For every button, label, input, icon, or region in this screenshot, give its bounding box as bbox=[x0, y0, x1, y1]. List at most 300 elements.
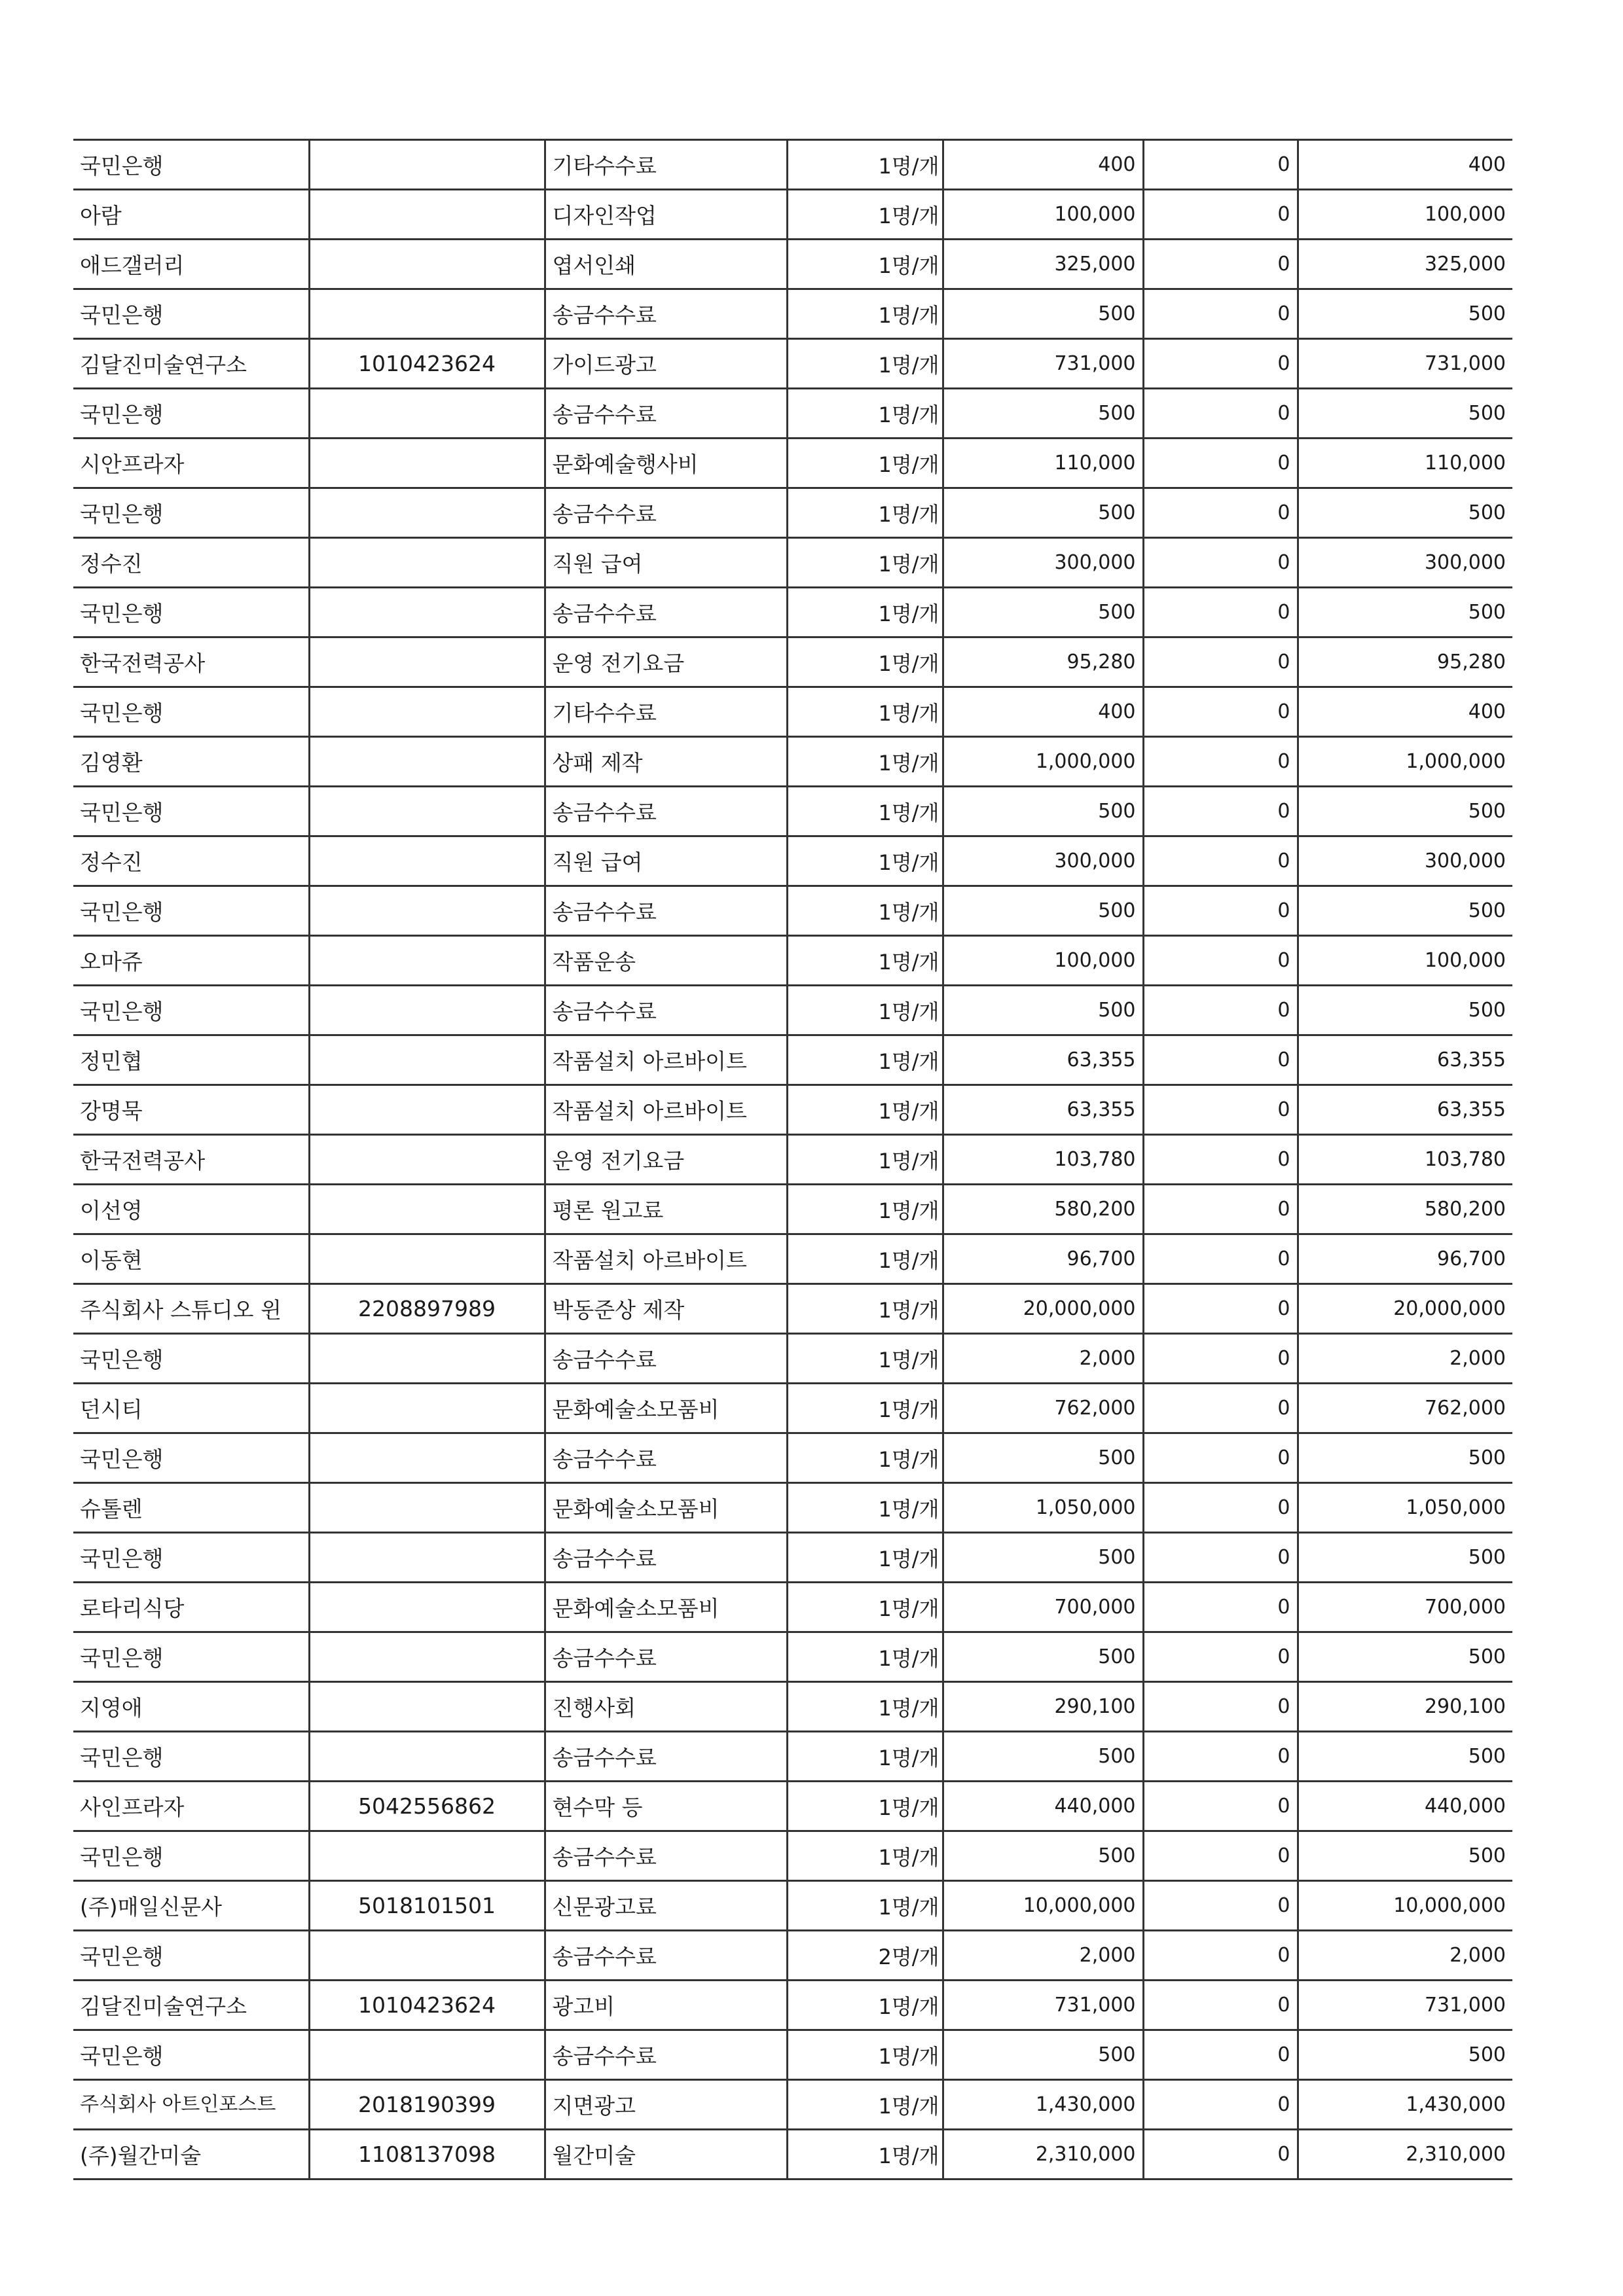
total-cell: 10,000,000 bbox=[1298, 1881, 1512, 1931]
vat-cell: 0 bbox=[1143, 1483, 1298, 1533]
item-cell: 문화예술소모품비 bbox=[545, 1384, 787, 1433]
vat-cell: 0 bbox=[1143, 1185, 1298, 1234]
quantity-cell: 1명/개 bbox=[787, 637, 943, 687]
table-row bbox=[73, 2030, 1512, 2080]
item-cell: 송금수수료 bbox=[545, 886, 787, 936]
item-cell: 직원 급여 bbox=[545, 538, 787, 588]
item-cell: 광고비 bbox=[545, 1981, 787, 2030]
vat-cell: 0 bbox=[1143, 1782, 1298, 1831]
quantity-cell: 1명/개 bbox=[787, 140, 943, 190]
total-cell: 762,000 bbox=[1298, 1384, 1512, 1433]
business-number-cell: 5018101501 bbox=[309, 1881, 545, 1931]
vat-cell: 0 bbox=[1143, 1135, 1298, 1185]
vat-cell: 0 bbox=[1143, 1085, 1298, 1135]
quantity-cell: 1명/개 bbox=[787, 439, 943, 488]
item-cell: 송금수수료 bbox=[545, 1334, 787, 1384]
total-cell: 96,700 bbox=[1298, 1234, 1512, 1284]
business-number-cell bbox=[309, 1035, 545, 1085]
item-cell: 지면광고 bbox=[545, 2080, 787, 2130]
vendor-cell: 국민은행 bbox=[73, 140, 309, 190]
quantity-cell: 1명/개 bbox=[787, 339, 943, 389]
table-row bbox=[73, 339, 1512, 389]
business-number-cell: 1010423624 bbox=[309, 339, 545, 389]
amount-cell: 500 bbox=[943, 389, 1143, 439]
total-cell: 103,780 bbox=[1298, 1135, 1512, 1185]
amount-cell: 1,430,000 bbox=[943, 2080, 1143, 2130]
item-cell: 작품설치 아르바이트 bbox=[545, 1234, 787, 1284]
amount-cell: 731,000 bbox=[943, 339, 1143, 389]
amount-cell: 500 bbox=[943, 886, 1143, 936]
table-row bbox=[73, 836, 1512, 886]
table-row bbox=[73, 2080, 1512, 2130]
quantity-cell: 1명/개 bbox=[787, 1632, 943, 1682]
amount-cell: 700,000 bbox=[943, 1583, 1143, 1632]
quantity-cell: 1명/개 bbox=[787, 1483, 943, 1533]
business-number-cell bbox=[309, 936, 545, 986]
amount-cell: 63,355 bbox=[943, 1035, 1143, 1085]
vendor-cell: 던시티 bbox=[73, 1384, 309, 1433]
quantity-cell: 1명/개 bbox=[787, 588, 943, 637]
total-cell: 1,050,000 bbox=[1298, 1483, 1512, 1533]
quantity-cell: 1명/개 bbox=[787, 1831, 943, 1881]
vendor-cell: 국민은행 bbox=[73, 389, 309, 439]
total-cell: 500 bbox=[1298, 289, 1512, 339]
total-cell: 500 bbox=[1298, 1433, 1512, 1483]
vendor-cell: 정수진 bbox=[73, 538, 309, 588]
quantity-cell: 1명/개 bbox=[787, 240, 943, 289]
business-number-cell bbox=[309, 886, 545, 936]
vat-cell: 0 bbox=[1143, 488, 1298, 538]
table-row bbox=[73, 886, 1512, 936]
item-cell: 상패 제작 bbox=[545, 737, 787, 787]
total-cell: 500 bbox=[1298, 488, 1512, 538]
amount-cell: 2,000 bbox=[943, 1931, 1143, 1981]
vat-cell: 0 bbox=[1143, 1831, 1298, 1881]
quantity-cell: 1명/개 bbox=[787, 886, 943, 936]
item-cell: 송금수수료 bbox=[545, 588, 787, 637]
total-cell: 580,200 bbox=[1298, 1185, 1512, 1234]
business-number-cell bbox=[309, 1583, 545, 1632]
quantity-cell: 1명/개 bbox=[787, 2030, 943, 2080]
vat-cell: 0 bbox=[1143, 1284, 1298, 1334]
table-row bbox=[73, 1981, 1512, 2030]
total-cell: 400 bbox=[1298, 687, 1512, 737]
vendor-cell: 사인프라자 bbox=[73, 1782, 309, 1831]
item-cell: 송금수수료 bbox=[545, 1831, 787, 1881]
business-number-cell bbox=[309, 2030, 545, 2080]
item-cell: 문화예술소모품비 bbox=[545, 1483, 787, 1533]
expense-table bbox=[73, 139, 1512, 2180]
vat-cell: 0 bbox=[1143, 986, 1298, 1035]
item-cell: 문화예술소모품비 bbox=[545, 1583, 787, 1632]
quantity-cell: 1명/개 bbox=[787, 936, 943, 986]
quantity-cell: 1명/개 bbox=[787, 1881, 943, 1931]
vendor-cell: 국민은행 bbox=[73, 289, 309, 339]
table-row bbox=[73, 1185, 1512, 1234]
amount-cell: 2,000 bbox=[943, 1334, 1143, 1384]
amount-cell: 100,000 bbox=[943, 190, 1143, 240]
total-cell: 63,355 bbox=[1298, 1085, 1512, 1135]
vat-cell: 0 bbox=[1143, 886, 1298, 936]
amount-cell: 300,000 bbox=[943, 538, 1143, 588]
vendor-cell: 국민은행 bbox=[73, 1334, 309, 1384]
business-number-cell: 2208897989 bbox=[309, 1284, 545, 1334]
quantity-cell: 1명/개 bbox=[787, 1185, 943, 1234]
total-cell: 110,000 bbox=[1298, 439, 1512, 488]
quantity-cell: 1명/개 bbox=[787, 687, 943, 737]
amount-cell: 300,000 bbox=[943, 836, 1143, 886]
business-number-cell bbox=[309, 140, 545, 190]
amount-cell: 500 bbox=[943, 1831, 1143, 1881]
business-number-cell bbox=[309, 1831, 545, 1881]
quantity-cell: 1명/개 bbox=[787, 1533, 943, 1583]
item-cell: 송금수수료 bbox=[545, 289, 787, 339]
item-cell: 송금수수료 bbox=[545, 787, 787, 836]
vat-cell: 0 bbox=[1143, 588, 1298, 637]
quantity-cell: 1명/개 bbox=[787, 190, 943, 240]
vendor-cell: (주)매일신문사 bbox=[73, 1881, 309, 1931]
vat-cell: 0 bbox=[1143, 1981, 1298, 2030]
quantity-cell: 1명/개 bbox=[787, 1732, 943, 1782]
total-cell: 2,310,000 bbox=[1298, 2130, 1512, 2179]
vendor-cell: 국민은행 bbox=[73, 1533, 309, 1583]
vendor-cell: 국민은행 bbox=[73, 488, 309, 538]
amount-cell: 400 bbox=[943, 687, 1143, 737]
vat-cell: 0 bbox=[1143, 1334, 1298, 1384]
amount-cell: 500 bbox=[943, 1732, 1143, 1782]
quantity-cell: 1명/개 bbox=[787, 1433, 943, 1483]
item-cell: 송금수수료 bbox=[545, 986, 787, 1035]
amount-cell: 500 bbox=[943, 1533, 1143, 1583]
quantity-cell: 1명/개 bbox=[787, 1583, 943, 1632]
table-row bbox=[73, 1334, 1512, 1384]
quantity-cell: 1명/개 bbox=[787, 538, 943, 588]
table-row bbox=[73, 1135, 1512, 1185]
item-cell: 작품설치 아르바이트 bbox=[545, 1085, 787, 1135]
vat-cell: 0 bbox=[1143, 1234, 1298, 1284]
business-number-cell bbox=[309, 488, 545, 538]
quantity-cell: 1명/개 bbox=[787, 1085, 943, 1135]
vendor-cell: 국민은행 bbox=[73, 1831, 309, 1881]
total-cell: 300,000 bbox=[1298, 836, 1512, 886]
table-row bbox=[73, 2130, 1512, 2179]
total-cell: 500 bbox=[1298, 787, 1512, 836]
business-number-cell bbox=[309, 240, 545, 289]
total-cell: 20,000,000 bbox=[1298, 1284, 1512, 1334]
amount-cell: 110,000 bbox=[943, 439, 1143, 488]
table-row bbox=[73, 240, 1512, 289]
table-row bbox=[73, 787, 1512, 836]
quantity-cell: 1명/개 bbox=[787, 1334, 943, 1384]
business-number-cell bbox=[309, 1135, 545, 1185]
item-cell: 박동준상 제작 bbox=[545, 1284, 787, 1334]
total-cell: 100,000 bbox=[1298, 936, 1512, 986]
vendor-cell: 국민은행 bbox=[73, 687, 309, 737]
table-row bbox=[73, 637, 1512, 687]
vat-cell: 0 bbox=[1143, 439, 1298, 488]
business-number-cell bbox=[309, 637, 545, 687]
business-number-cell bbox=[309, 787, 545, 836]
table-row bbox=[73, 1831, 1512, 1881]
amount-cell: 10,000,000 bbox=[943, 1881, 1143, 1931]
item-cell: 작품설치 아르바이트 bbox=[545, 1035, 787, 1085]
quantity-cell: 1명/개 bbox=[787, 986, 943, 1035]
vat-cell: 0 bbox=[1143, 289, 1298, 339]
quantity-cell: 1명/개 bbox=[787, 787, 943, 836]
vat-cell: 0 bbox=[1143, 687, 1298, 737]
business-number-cell bbox=[309, 538, 545, 588]
item-cell: 송금수수료 bbox=[545, 1732, 787, 1782]
vat-cell: 0 bbox=[1143, 1632, 1298, 1682]
vendor-cell: 애드갤러리 bbox=[73, 240, 309, 289]
quantity-cell: 1명/개 bbox=[787, 1384, 943, 1433]
table-row bbox=[73, 936, 1512, 986]
quantity-cell: 1명/개 bbox=[787, 1782, 943, 1831]
table-row bbox=[73, 1632, 1512, 1682]
business-number-cell: 1108137098 bbox=[309, 2130, 545, 2179]
quantity-cell: 1명/개 bbox=[787, 2130, 943, 2179]
amount-cell: 325,000 bbox=[943, 240, 1143, 289]
quantity-cell: 1명/개 bbox=[787, 1682, 943, 1732]
quantity-cell: 1명/개 bbox=[787, 289, 943, 339]
vat-cell: 0 bbox=[1143, 637, 1298, 687]
vendor-cell: 슈톨렌 bbox=[73, 1483, 309, 1533]
business-number-cell: 2018190399 bbox=[309, 2080, 545, 2130]
item-cell: 송금수수료 bbox=[545, 389, 787, 439]
quantity-cell: 1명/개 bbox=[787, 737, 943, 787]
amount-cell: 400 bbox=[943, 140, 1143, 190]
vat-cell: 0 bbox=[1143, 787, 1298, 836]
amount-cell: 103,780 bbox=[943, 1135, 1143, 1185]
business-number-cell bbox=[309, 1931, 545, 1981]
total-cell: 500 bbox=[1298, 1732, 1512, 1782]
business-number-cell: 5042556862 bbox=[309, 1782, 545, 1831]
amount-cell: 500 bbox=[943, 1632, 1143, 1682]
item-cell: 직원 급여 bbox=[545, 836, 787, 886]
table-row bbox=[73, 488, 1512, 538]
total-cell: 440,000 bbox=[1298, 1782, 1512, 1831]
business-number-cell bbox=[309, 1682, 545, 1732]
item-cell: 송금수수료 bbox=[545, 488, 787, 538]
table-row bbox=[73, 140, 1512, 190]
item-cell: 작품운송 bbox=[545, 936, 787, 986]
amount-cell: 1,050,000 bbox=[943, 1483, 1143, 1533]
vat-cell: 0 bbox=[1143, 190, 1298, 240]
amount-cell: 63,355 bbox=[943, 1085, 1143, 1135]
vendor-cell: 국민은행 bbox=[73, 588, 309, 637]
vendor-cell: 김달진미술연구소 bbox=[73, 339, 309, 389]
amount-cell: 500 bbox=[943, 588, 1143, 637]
vat-cell: 0 bbox=[1143, 2080, 1298, 2130]
vendor-cell: 국민은행 bbox=[73, 986, 309, 1035]
total-cell: 1,000,000 bbox=[1298, 737, 1512, 787]
business-number-cell bbox=[309, 1334, 545, 1384]
vendor-cell: 시안프라자 bbox=[73, 439, 309, 488]
business-number-cell bbox=[309, 190, 545, 240]
vendor-cell: 한국전력공사 bbox=[73, 637, 309, 687]
quantity-cell: 1명/개 bbox=[787, 1234, 943, 1284]
quantity-cell: 1명/개 bbox=[787, 1035, 943, 1085]
vat-cell: 0 bbox=[1143, 1533, 1298, 1583]
amount-cell: 2,310,000 bbox=[943, 2130, 1143, 2179]
total-cell: 1,430,000 bbox=[1298, 2080, 1512, 2130]
table-row bbox=[73, 687, 1512, 737]
quantity-cell: 1명/개 bbox=[787, 488, 943, 538]
amount-cell: 580,200 bbox=[943, 1185, 1143, 1234]
vendor-cell: 정수진 bbox=[73, 836, 309, 886]
item-cell: 가이드광고 bbox=[545, 339, 787, 389]
business-number-cell bbox=[309, 1732, 545, 1782]
amount-cell: 20,000,000 bbox=[943, 1284, 1143, 1334]
amount-cell: 500 bbox=[943, 289, 1143, 339]
amount-cell: 762,000 bbox=[943, 1384, 1143, 1433]
vendor-cell: 국민은행 bbox=[73, 1433, 309, 1483]
expense-table-body bbox=[73, 140, 1512, 2179]
business-number-cell bbox=[309, 389, 545, 439]
total-cell: 100,000 bbox=[1298, 190, 1512, 240]
item-cell: 문화예술행사비 bbox=[545, 439, 787, 488]
business-number-cell bbox=[309, 836, 545, 886]
item-cell: 엽서인쇄 bbox=[545, 240, 787, 289]
amount-cell: 100,000 bbox=[943, 936, 1143, 986]
vendor-cell: 이동현 bbox=[73, 1234, 309, 1284]
table-row bbox=[73, 1284, 1512, 1334]
vendor-cell: 국민은행 bbox=[73, 886, 309, 936]
table-row bbox=[73, 1035, 1512, 1085]
total-cell: 400 bbox=[1298, 140, 1512, 190]
table-row bbox=[73, 1583, 1512, 1632]
vendor-cell: 로타리식당 bbox=[73, 1583, 309, 1632]
total-cell: 731,000 bbox=[1298, 1981, 1512, 2030]
quantity-cell: 1명/개 bbox=[787, 1135, 943, 1185]
table-row bbox=[73, 190, 1512, 240]
vat-cell: 0 bbox=[1143, 1931, 1298, 1981]
amount-cell: 95,280 bbox=[943, 637, 1143, 687]
vendor-cell: 주식회사 아트인포스트 bbox=[73, 2080, 309, 2130]
vendor-cell: 아람 bbox=[73, 190, 309, 240]
item-cell: 기타수수료 bbox=[545, 140, 787, 190]
vat-cell: 0 bbox=[1143, 1881, 1298, 1931]
total-cell: 300,000 bbox=[1298, 538, 1512, 588]
amount-cell: 290,100 bbox=[943, 1682, 1143, 1732]
vendor-cell: 지영애 bbox=[73, 1682, 309, 1732]
vat-cell: 0 bbox=[1143, 538, 1298, 588]
table-row bbox=[73, 1234, 1512, 1284]
quantity-cell: 2명/개 bbox=[787, 1931, 943, 1981]
business-number-cell bbox=[309, 1533, 545, 1583]
business-number-cell bbox=[309, 1085, 545, 1135]
vat-cell: 0 bbox=[1143, 2030, 1298, 2080]
vat-cell: 0 bbox=[1143, 1384, 1298, 1433]
item-cell: 평론 원고료 bbox=[545, 1185, 787, 1234]
business-number-cell bbox=[309, 1632, 545, 1682]
item-cell: 월간미술 bbox=[545, 2130, 787, 2179]
table-row bbox=[73, 439, 1512, 488]
total-cell: 500 bbox=[1298, 1831, 1512, 1881]
table-row bbox=[73, 1483, 1512, 1533]
quantity-cell: 1명/개 bbox=[787, 1284, 943, 1334]
quantity-cell: 1명/개 bbox=[787, 2080, 943, 2130]
table-row bbox=[73, 737, 1512, 787]
table-row bbox=[73, 1732, 1512, 1782]
item-cell: 송금수수료 bbox=[545, 1931, 787, 1981]
table-row bbox=[73, 1881, 1512, 1931]
vat-cell: 0 bbox=[1143, 2130, 1298, 2179]
vat-cell: 0 bbox=[1143, 936, 1298, 986]
vendor-cell: 국민은행 bbox=[73, 1632, 309, 1682]
item-cell: 운영 전기요금 bbox=[545, 637, 787, 687]
total-cell: 500 bbox=[1298, 886, 1512, 936]
business-number-cell bbox=[309, 1384, 545, 1433]
amount-cell: 731,000 bbox=[943, 1981, 1143, 2030]
business-number-cell bbox=[309, 737, 545, 787]
total-cell: 700,000 bbox=[1298, 1583, 1512, 1632]
item-cell: 운영 전기요금 bbox=[545, 1135, 787, 1185]
item-cell: 송금수수료 bbox=[545, 1433, 787, 1483]
vendor-cell: 오마쥬 bbox=[73, 936, 309, 986]
vat-cell: 0 bbox=[1143, 1035, 1298, 1085]
table-row bbox=[73, 1782, 1512, 1831]
total-cell: 290,100 bbox=[1298, 1682, 1512, 1732]
table-row bbox=[73, 1682, 1512, 1732]
amount-cell: 500 bbox=[943, 488, 1143, 538]
total-cell: 731,000 bbox=[1298, 339, 1512, 389]
total-cell: 95,280 bbox=[1298, 637, 1512, 687]
quantity-cell: 1명/개 bbox=[787, 389, 943, 439]
vendor-cell: 국민은행 bbox=[73, 1732, 309, 1782]
amount-cell: 500 bbox=[943, 1433, 1143, 1483]
amount-cell: 96,700 bbox=[943, 1234, 1143, 1284]
business-number-cell bbox=[309, 1234, 545, 1284]
vendor-cell: 국민은행 bbox=[73, 2030, 309, 2080]
amount-cell: 500 bbox=[943, 787, 1143, 836]
item-cell: 신문광고료 bbox=[545, 1881, 787, 1931]
vendor-cell: 이선영 bbox=[73, 1185, 309, 1234]
vat-cell: 0 bbox=[1143, 140, 1298, 190]
business-number-cell bbox=[309, 439, 545, 488]
business-number-cell: 1010423624 bbox=[309, 1981, 545, 2030]
vat-cell: 0 bbox=[1143, 737, 1298, 787]
vendor-cell: 김영환 bbox=[73, 737, 309, 787]
table-row bbox=[73, 588, 1512, 637]
vendor-cell: 김달진미술연구소 bbox=[73, 1981, 309, 2030]
total-cell: 2,000 bbox=[1298, 1334, 1512, 1384]
vat-cell: 0 bbox=[1143, 1433, 1298, 1483]
vat-cell: 0 bbox=[1143, 1583, 1298, 1632]
business-number-cell bbox=[309, 986, 545, 1035]
item-cell: 기타수수료 bbox=[545, 687, 787, 737]
vendor-cell: (주)월간미술 bbox=[73, 2130, 309, 2179]
vendor-cell: 국민은행 bbox=[73, 787, 309, 836]
total-cell: 500 bbox=[1298, 1632, 1512, 1682]
table-row bbox=[73, 389, 1512, 439]
item-cell: 디자인작업 bbox=[545, 190, 787, 240]
total-cell: 2,000 bbox=[1298, 1931, 1512, 1981]
vat-cell: 0 bbox=[1143, 389, 1298, 439]
total-cell: 500 bbox=[1298, 1533, 1512, 1583]
business-number-cell bbox=[309, 588, 545, 637]
vat-cell: 0 bbox=[1143, 836, 1298, 886]
amount-cell: 500 bbox=[943, 2030, 1143, 2080]
table-row bbox=[73, 1085, 1512, 1135]
table-row bbox=[73, 289, 1512, 339]
vat-cell: 0 bbox=[1143, 339, 1298, 389]
amount-cell: 1,000,000 bbox=[943, 737, 1143, 787]
business-number-cell bbox=[309, 687, 545, 737]
vat-cell: 0 bbox=[1143, 1732, 1298, 1782]
table-row bbox=[73, 1433, 1512, 1483]
item-cell: 송금수수료 bbox=[545, 1533, 787, 1583]
